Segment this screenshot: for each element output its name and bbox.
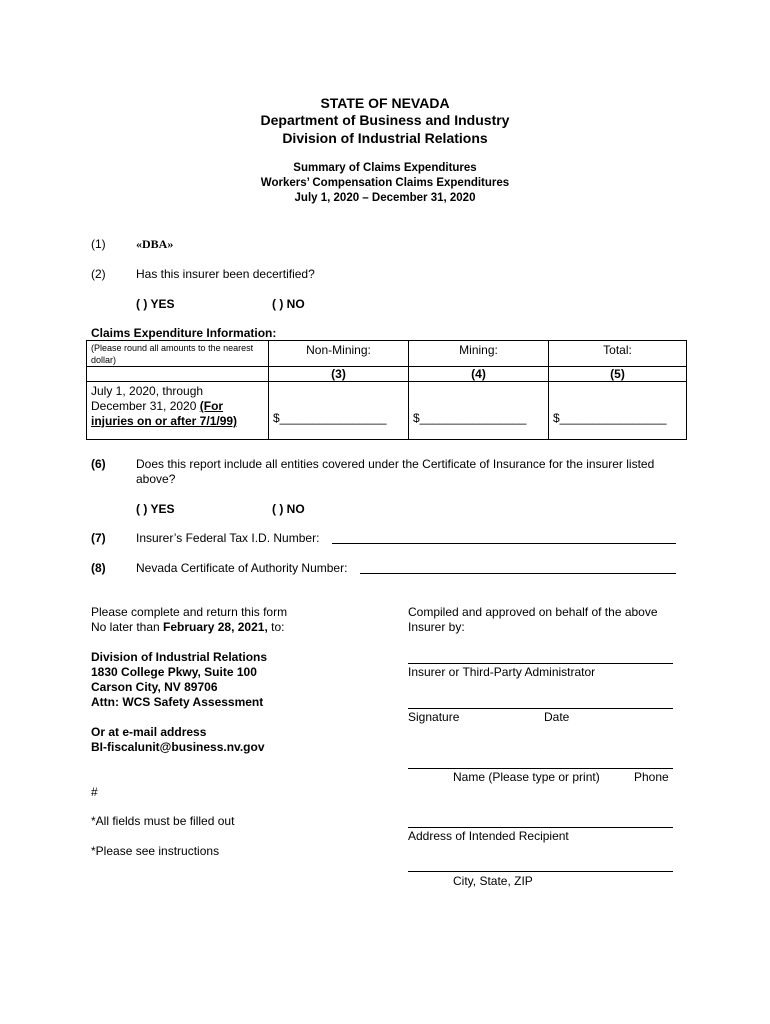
note-see-instructions: *Please see instructions <box>91 844 220 858</box>
entities-yes-option[interactable]: ( ) YES <box>136 502 175 516</box>
entities-question: Does this report include all entities covered under the Certificate of Insurance for the insurer listed <box>136 457 655 471</box>
note-all-fields: *All fields must be filled out <box>91 814 235 828</box>
insurer-input-line[interactable] <box>408 663 673 664</box>
phone-label: Phone <box>634 770 669 784</box>
dba-field: «DBA» <box>136 237 174 251</box>
decertified-yes-option[interactable]: ( ) YES <box>136 297 175 311</box>
claims-expenditure-table <box>86 340 687 440</box>
subtitle-period: July 1, 2020 – December 31, 2020 <box>294 192 476 204</box>
subtitle-workers-comp: Workers’ Compensation Claims Expenditures <box>260 177 510 189</box>
item-2-number: (2) <box>91 267 106 281</box>
return-instructions: Please complete and return this form <box>91 605 288 619</box>
item-6-number: (6) <box>91 457 106 471</box>
item-7-number: (7) <box>91 531 106 545</box>
address-street: 1830 College Pkwy, Suite 100 <box>91 665 257 679</box>
col-number-3: (3) <box>269 367 409 382</box>
header-department: Department of Business and Industry <box>260 112 510 128</box>
address-input-line[interactable] <box>408 827 673 828</box>
rounding-note: (Please round all amounts to the nearest dollar) <box>91 343 254 365</box>
item-8-number: (8) <box>91 561 106 575</box>
total-amount-field[interactable]: $________________ <box>553 411 667 425</box>
date-label: Date <box>544 710 570 724</box>
entities-question-cont: above? <box>136 472 176 486</box>
col-mining: Mining: <box>459 343 498 357</box>
col-number-4: (4) <box>409 367 549 382</box>
entities-no-option[interactable]: ( ) NO <box>272 502 305 516</box>
decertified-question: Has this insurer been decertified? <box>136 267 315 281</box>
row-period-label: July 1, 2020, through December 31, 2020 (For injuries on or after 7/1/99) <box>91 384 238 428</box>
city-state-zip-input-line[interactable] <box>408 871 673 872</box>
decertified-no-option[interactable]: ( ) NO <box>272 297 305 311</box>
return-deadline: No later than February 28, 2021, to: <box>91 620 285 634</box>
insurer-tpa-label: Insurer or Third-Party Administrator <box>408 665 596 679</box>
name-label: Name (Please type or print) <box>453 770 600 784</box>
email-address[interactable]: BI-fiscalunit@business.nv.gov <box>91 740 265 754</box>
city-state-zip-label: City, State, ZIP <box>453 874 533 888</box>
certificate-authority-label: Nevada Certificate of Authority Number: <box>136 561 348 575</box>
address-division: Division of Industrial Relations <box>91 650 268 664</box>
claims-section-title: Claims Expenditure Information: <box>91 326 277 340</box>
col-total: Total: <box>603 343 632 357</box>
item-1-number: (1) <box>91 237 106 251</box>
address-recipient-label: Address of Intended Recipient <box>408 829 569 843</box>
hash-mark: # <box>91 785 98 799</box>
col-number-5: (5) <box>549 367 687 382</box>
certificate-authority-input-line[interactable] <box>360 573 676 574</box>
name-phone-input-line[interactable] <box>408 768 673 769</box>
signature-input-line[interactable] <box>408 708 673 709</box>
subtitle-summary: Summary of Claims Expenditures <box>293 162 477 174</box>
signoff-statement: Compiled and approved on behalf of the above <box>408 605 658 619</box>
tax-id-label: Insurer’s Federal Tax I.D. Number: <box>136 531 320 545</box>
address-city: Carson City, NV 89706 <box>91 680 218 694</box>
mining-amount-field[interactable]: $________________ <box>413 411 527 425</box>
header-state: STATE OF NEVADA <box>320 95 450 111</box>
signoff-statement-cont: Insurer by: <box>408 620 465 634</box>
email-label: Or at e-mail address <box>91 725 207 739</box>
non-mining-amount-field[interactable]: $________________ <box>273 411 387 425</box>
address-attn: Attn: WCS Safety Assessment <box>91 695 264 709</box>
header-division: Division of Industrial Relations <box>282 130 488 146</box>
signature-label: Signature <box>408 710 460 724</box>
col-non-mining: Non-Mining: <box>306 343 371 357</box>
tax-id-input-line[interactable] <box>332 543 676 544</box>
